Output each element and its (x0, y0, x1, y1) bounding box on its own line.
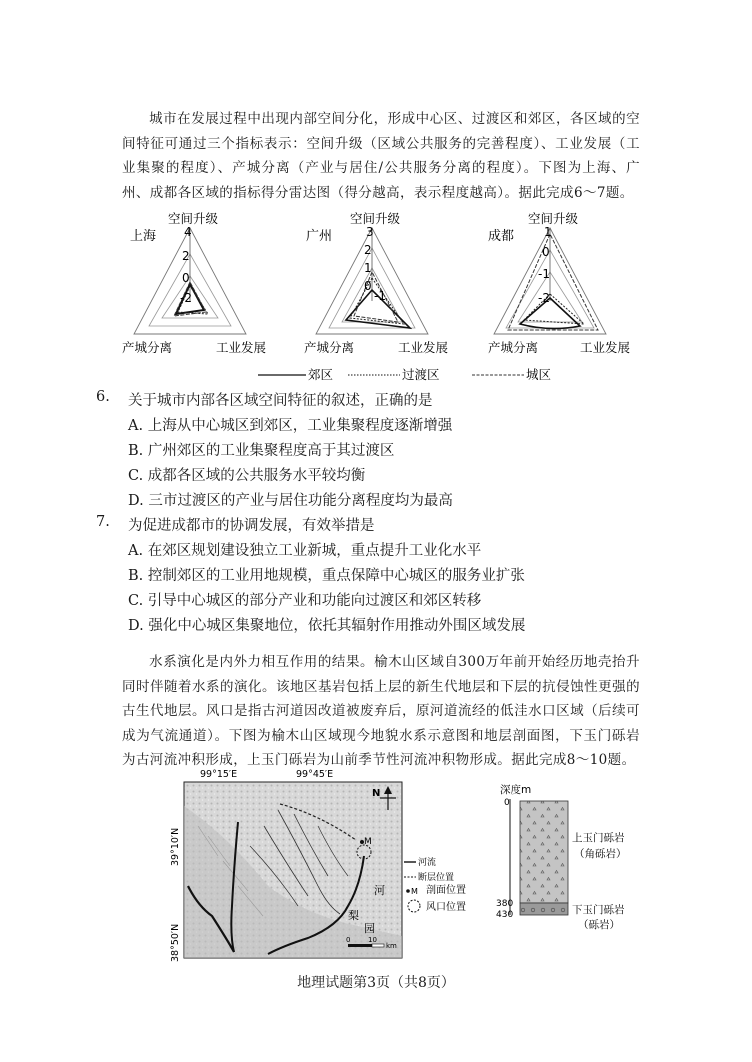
radar-shanghai (122, 211, 267, 355)
radar-tick: 1 (544, 225, 552, 239)
radar-city-name: 上海 (130, 229, 157, 244)
passage-2 (122, 650, 640, 773)
map-lat-label: 39°10′N (170, 827, 181, 866)
question-6-number: 6. (96, 389, 110, 405)
question-7-number: 7. (96, 514, 110, 530)
map-river-char: 河 (374, 884, 385, 897)
radar-tick: 4 (184, 225, 192, 239)
page-footer: 地理试题第3页（共8页） (297, 975, 455, 991)
strata-upper-rock: （角砾岩） (574, 848, 627, 860)
legend-label: 郊区 (308, 367, 334, 382)
radar-tick: 2 (364, 243, 372, 257)
radar-axis-right-label: 工业发展 (398, 340, 449, 355)
radar-axis-left-label: 产城分离 (304, 340, 355, 355)
map-legend-label: 剖面位置 (426, 885, 466, 896)
radar-figure (110, 206, 670, 386)
strata-lower-name: 下玉门砾岩 (572, 904, 625, 916)
radar-axis-right-label: 工业发展 (580, 340, 631, 355)
radar-city-name: 广州 (306, 229, 333, 244)
radar-axis-top-label: 空间升级 (168, 211, 219, 226)
radar-axis-left-label: 产城分离 (488, 340, 539, 355)
strata-upper-layer (520, 801, 568, 903)
radar-guangzhou (304, 211, 449, 355)
map-point-label: M (364, 837, 372, 847)
radar-axis-top-label: 空间升级 (350, 211, 401, 226)
question-6-option-a: A. 上海从中心城区到郊区，工业集聚程度逐渐增强 (128, 418, 453, 434)
map-lat-label: 38°50′N (170, 923, 181, 962)
question-6-option-c: C. 成都各区域的公共服务水平较均衡 (128, 468, 366, 484)
strata-lower-rock: （砾岩） (578, 919, 620, 931)
strata-upper-name: 上玉门砾岩 (572, 832, 625, 844)
map-point-label: M (411, 887, 418, 896)
legend-label: 过渡区 (402, 367, 440, 382)
question-7-option-c: C. 引导中心城区的部分产业和功能向过渡区和郊区转移 (128, 593, 482, 609)
radar-chengdu (488, 211, 631, 355)
strata-section (468, 785, 648, 935)
radar-series-suburb (520, 298, 580, 329)
radar-tick: 2 (182, 249, 190, 263)
map-lon-label: 99°45′E (296, 769, 334, 780)
map-legend-label: 河流 (418, 858, 437, 868)
radar-tick: 0 (182, 271, 190, 285)
strata-depth-tick: 430 (496, 910, 514, 920)
strata-lower-layer (520, 903, 568, 915)
radar-tick: 0 (364, 279, 372, 293)
strata-depth-label: 深度m (500, 784, 532, 796)
radar-city-name: 成都 (488, 229, 515, 244)
question-7-option-a: A. 在郊区规划建设独立工业新城，重点提升工业化水平 (128, 543, 482, 559)
map-scale-label: 10 (368, 936, 377, 944)
radar-axis-top-label: 空间升级 (528, 211, 579, 226)
map-legend-label: 断层位置 (418, 873, 455, 883)
map-lon-label: 99°15′E (200, 769, 238, 780)
question-7-option-b: B. 控制郊区的工业用地规模，重点保障中心城区的服务业扩张 (128, 568, 525, 584)
radar-tick: 1 (364, 261, 372, 275)
legend-wind-gap-icon (408, 900, 420, 912)
radar-tick: -1 (374, 289, 386, 303)
passage-1 (122, 107, 640, 205)
question-6-stem: 关于城市内部各区域空间特征的叙述，正确的是 (128, 393, 433, 409)
legend-label: 城区 (526, 367, 552, 382)
map-north-label: N (372, 788, 381, 799)
map-scale-label: 0 (346, 936, 351, 944)
map-scale-unit: km (386, 942, 397, 950)
passage-1-text: 城市在发展过程中出现内部空间分化，形成中心区、过渡区和郊区，各区域的空间特征可通过三个指标表示：空间升级（区域公共服务的完善程度）、工业发展（工业集聚的程度）、产城分离（产业与居住/公共服务分离的程度）。下图为上海、广州、成都各区域的指标得分雷达图（得分越高，表示程度越高）。据此完成6～7题。 (122, 111, 640, 201)
map-legend-side (404, 846, 474, 916)
question-6-option-b: B. 广州郊区的工业集聚程度高于其过渡区 (128, 443, 395, 459)
map-river-char: 园 (364, 922, 375, 935)
radar-tick: -1 (538, 267, 550, 281)
radar-axis-left-label: 产城分离 (122, 340, 173, 355)
question-7-stem: 为促进成都市的协调发展，有效举措是 (128, 518, 375, 534)
radar-legend (258, 367, 551, 382)
radar-axis-right-label: 工业发展 (216, 340, 267, 355)
radar-tick: -2 (538, 291, 550, 305)
question-7-option-d: D. 强化中心城区集聚地位，依托其辐射作用推动外围区域发展 (128, 618, 526, 634)
radar-tick: 3 (366, 225, 374, 239)
passage-2-text: 水系演化是内外力相互作用的结果。榆木山区域自300万年前开始经历地壳抬升同时伴随着水系的演化。该地区基岩包括上层的新生代地层和下层的抗侵蚀性更强的古生代地层。风口是指古河道因改道被废弃后，原河道流经的低洼水口区域（后续可成为气流通道）。下图为榆木山区域现今地貌水系示意图和地层剖面图，下玉门砾岩为古河流冲积形成，上玉门砾岩为山前季节性河流冲积物形成。据此完成8～10题。 (122, 654, 640, 768)
strata-depth-tick: 380 (496, 899, 514, 909)
strata-depth-tick: 0 (504, 798, 510, 808)
map-legend-label: 风口位置 (426, 902, 466, 913)
radar-tick: -2 (180, 291, 192, 305)
map-river-char: 梨 (348, 909, 359, 922)
question-6-option-d: D. 三市过渡区的产业与居住功能分离程度均为最高 (128, 493, 453, 509)
radar-tick: 0 (542, 245, 550, 259)
